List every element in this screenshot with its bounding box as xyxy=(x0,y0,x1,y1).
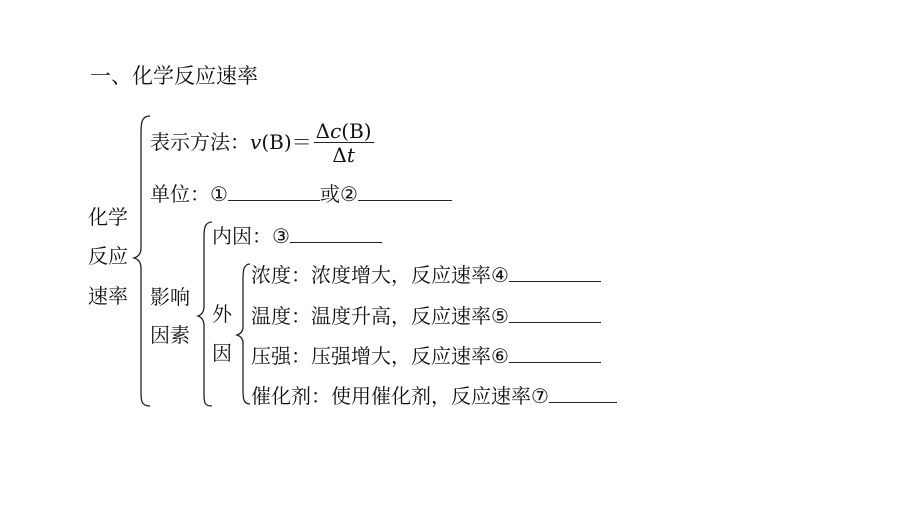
factor-text-concentration: 浓度：浓度增大，反应速率 xyxy=(251,263,491,287)
root-label-line-3: 速率 xyxy=(88,284,128,308)
factor-text-temperature: 温度：温度升高，反应速率 xyxy=(251,304,491,328)
factor-text-pressure: 压强：压强增大，反应速率 xyxy=(251,344,491,368)
factor-blank-marker-temperature: ⑤ xyxy=(491,304,509,328)
numerator-delta: Δ xyxy=(315,119,331,143)
factor-row-temperature xyxy=(251,300,601,331)
external-label-line-1: 外 xyxy=(212,302,232,326)
internal-blank-marker: ③ xyxy=(272,224,290,248)
denominator-delta: Δ xyxy=(332,143,347,167)
unit-blank-2[interactable] xyxy=(358,178,452,201)
external-brace xyxy=(237,264,250,404)
rate-argument: (B) xyxy=(261,130,292,154)
unit-or: 或 xyxy=(319,182,340,206)
factor-blank-concentration[interactable] xyxy=(509,259,601,282)
factors-label-line-2: 因素 xyxy=(150,323,190,347)
section-heading: 一、化学反应速率 xyxy=(90,64,258,88)
factor-row-pressure xyxy=(251,340,601,371)
equals-sign: ＝ xyxy=(291,130,312,154)
formula-row xyxy=(150,118,374,167)
rate-symbol: v xyxy=(250,130,262,154)
factor-row-catalyst xyxy=(251,380,617,411)
internal-blank[interactable] xyxy=(290,220,382,243)
factor-blank-marker-pressure: ⑥ xyxy=(491,344,509,368)
factor-blank-pressure[interactable] xyxy=(509,340,601,363)
factors-brace xyxy=(198,222,212,406)
internal-label: 内因： xyxy=(212,224,272,248)
factor-blank-temperature[interactable] xyxy=(509,300,601,323)
denominator-t: t xyxy=(346,143,355,167)
external-label-line-2: 因 xyxy=(212,341,232,365)
unit-label: 单位： xyxy=(150,182,210,206)
formula-label: 表示方法： xyxy=(150,130,250,154)
rate-fraction xyxy=(314,120,374,167)
root-label-line-2: 反应 xyxy=(88,244,128,268)
internal-factor-row xyxy=(212,220,382,251)
unit-blank-1-marker: ① xyxy=(210,182,228,206)
unit-blank-1[interactable] xyxy=(228,178,320,201)
unit-blank-2-marker: ② xyxy=(339,182,358,206)
factor-text-catalyst: 催化剂：使用催化剂，反应速率 xyxy=(251,384,531,408)
root-label-line-1: 化学 xyxy=(88,205,128,229)
unit-row xyxy=(150,178,452,209)
root-brace xyxy=(134,116,150,406)
numerator-argument: (B) xyxy=(341,119,372,143)
factors-label-line-1: 影响 xyxy=(150,285,190,309)
factor-blank-catalyst[interactable] xyxy=(549,380,617,403)
fraction-denominator xyxy=(314,143,374,167)
factor-blank-marker-catalyst: ⑦ xyxy=(531,384,549,408)
numerator-c: c xyxy=(330,119,342,143)
fraction-numerator xyxy=(314,120,374,143)
factor-blank-marker-concentration: ④ xyxy=(491,263,509,287)
factor-row-concentration xyxy=(251,259,601,290)
